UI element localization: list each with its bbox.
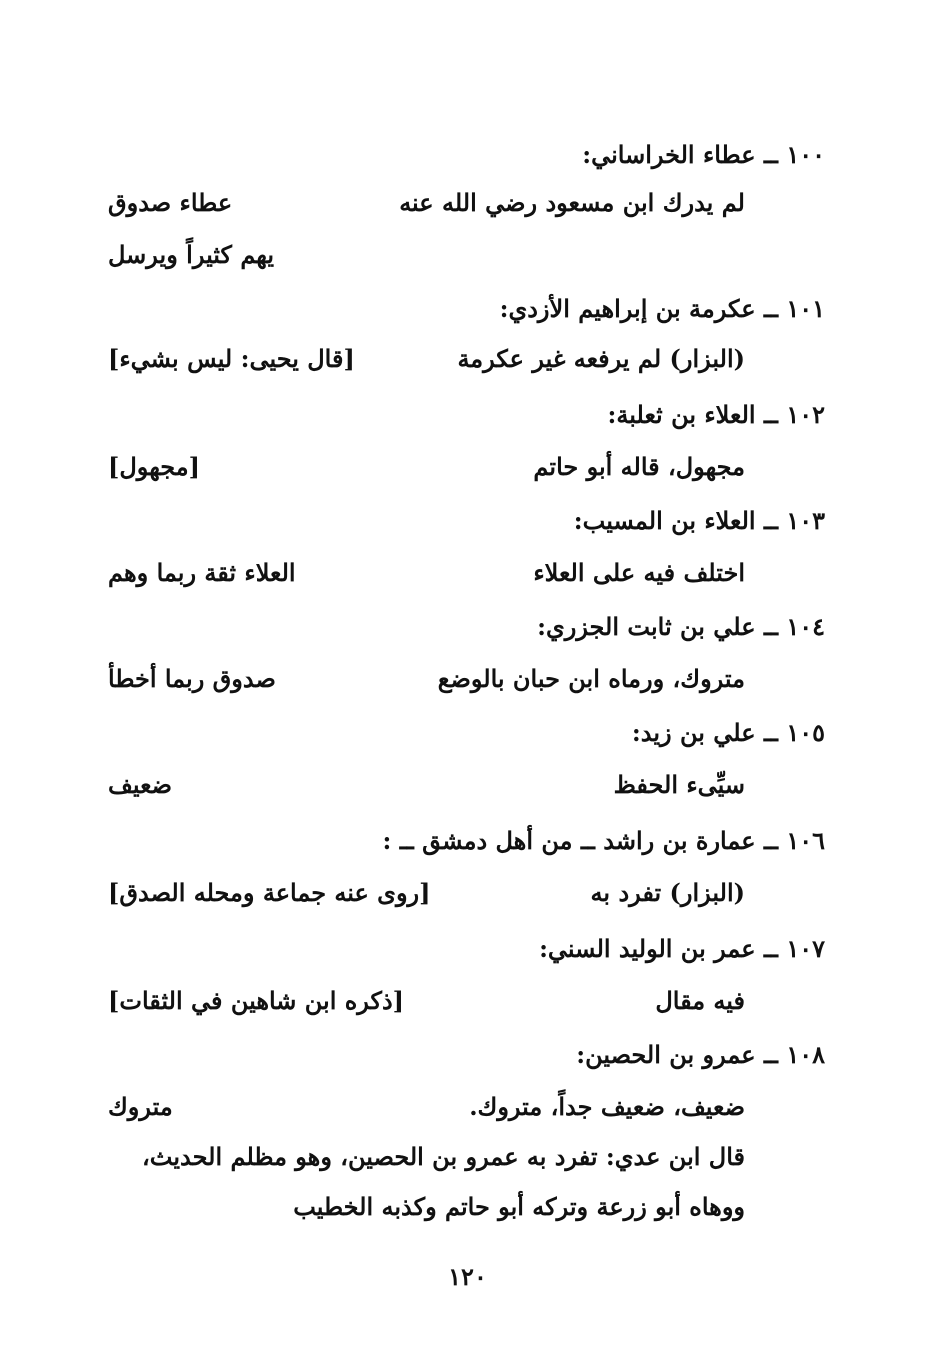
entry-main-text: مجهول، قاله أبو حاتم [533, 452, 745, 481]
entry-heading: ١٠٤ ــ علي بن ثابت الجزري: [537, 612, 825, 641]
entry-main-text: متروك، ورماه ابن حبان بالوضع [437, 664, 745, 693]
entry-main-text: لم يدرك ابن مسعود رضي الله عنه [399, 188, 745, 217]
entry-side-note: [روى عنه جماعة ومحله الصدق] [108, 878, 431, 907]
entry-main-text: (البزار) لم يرفعه غير عكرمة [457, 344, 745, 373]
entry-side-note: [قال يحيى: ليس بشيء] [108, 344, 355, 373]
entry-heading: ١٠٧ ــ عمر بن الوليد السني: [539, 934, 825, 963]
entry-main-text: سيِّىء الحفظ [613, 770, 745, 799]
entry-heading: ١٠٠ ــ عطاء الخراساني: [582, 140, 825, 169]
entry-heading: ١٠٢ ــ العلاء بن ثعلبة: [607, 400, 825, 429]
entry-heading: ١٠٨ ــ عمرو بن الحصين: [576, 1040, 825, 1069]
entry-main-text: (البزار) تفرد به [590, 878, 745, 907]
entry-heading: ١٠١ ــ عكرمة بن إبراهيم الأزدي: [499, 294, 825, 323]
entry-main-text: اختلف فيه على العلاء [533, 558, 745, 587]
entry-heading: ١٠٦ ــ عمارة بن راشد ــ من أهل دمشق ــ : [382, 826, 825, 855]
entry-side-note: يهم كثيراً ويرسل [108, 240, 275, 269]
page-number: ١٢٠ [448, 1262, 487, 1291]
entry-main-text: ضعيف، ضعيف جداً، متروك. [469, 1092, 745, 1121]
entry-side-note: عطاء صدوق [108, 188, 233, 217]
entry-side-note: العلاء ثقة ربما وهم [108, 558, 296, 587]
entry-main-text: فيه مقال [655, 986, 745, 1015]
entry-continuation-text: ووهاه أبو زرعة وتركه أبو حاتم وكذبه الخطيب [293, 1192, 745, 1221]
entry-continuation-text: قال ابن عدي: تفرد به عمرو بن الحصين، وهو مظلم الحديث، [142, 1142, 745, 1171]
entry-heading: ١٠٣ ــ العلاء بن المسيب: [573, 506, 825, 535]
entry-side-note: متروك [108, 1092, 173, 1121]
entry-side-note: [ذكره ابن شاهين في الثقات] [108, 986, 405, 1015]
entry-side-note: ضعيف [108, 770, 173, 799]
entry-side-note: [مجهول] [108, 452, 200, 481]
entry-heading: ١٠٥ ــ علي بن زيد: [631, 718, 825, 747]
entry-side-note: صدوق ربما أخطأ [108, 664, 276, 693]
